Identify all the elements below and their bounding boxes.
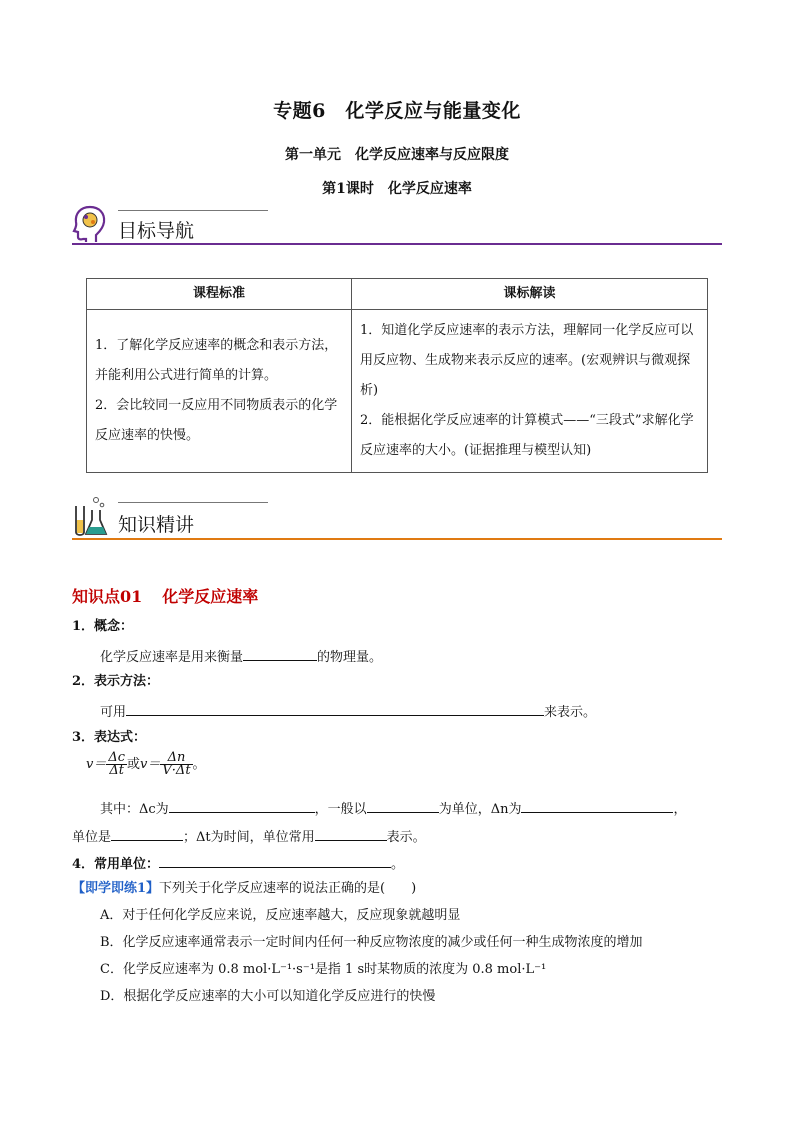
practice-question-text: 下列关于化学反应速率的说法正确的是( ) bbox=[159, 881, 417, 896]
concept-blank bbox=[243, 646, 317, 661]
unit-title: 第一单元 化学反应速率与反应限度 bbox=[285, 147, 509, 163]
concept-text: 化学反应速率是用来衡量 bbox=[100, 650, 244, 665]
common-unit-label: 4．常用单位： bbox=[72, 857, 160, 872]
table-cell-standards bbox=[87, 310, 352, 473]
section-underline-knowledge bbox=[72, 538, 722, 540]
method-text: 可用 bbox=[100, 705, 127, 720]
section-underline-goals bbox=[72, 243, 722, 245]
formula-end: 。 bbox=[192, 757, 206, 772]
concept-label: 1．概念： bbox=[72, 619, 134, 634]
page-title: 专题6 化学反应与能量变化 bbox=[273, 100, 521, 122]
rate-formula bbox=[86, 752, 206, 777]
concept-line bbox=[100, 646, 382, 668]
formula-numerator-2: Δn bbox=[160, 752, 192, 765]
common-unit-end: 。 bbox=[391, 857, 405, 872]
common-unit-blank bbox=[159, 853, 391, 868]
expression-label: 3．表达式： bbox=[72, 730, 147, 745]
where-blank-3 bbox=[521, 798, 673, 813]
practice-option: A．对于任何化学反应来说，反应速率越大，反应现象就越明显 bbox=[100, 908, 461, 923]
table-cell-interpretation bbox=[352, 310, 708, 473]
where-text-a: 其中：Δc为 bbox=[100, 802, 169, 817]
standards-table bbox=[86, 278, 708, 473]
practice-option: D．根据化学反应速率的大小可以知道化学反应进行的快慢 bbox=[100, 989, 436, 1004]
where-line bbox=[100, 798, 686, 820]
method-line bbox=[100, 701, 596, 723]
practice-tag: 【即学即练1】 bbox=[72, 881, 160, 896]
unit-text-a: 单位是 bbox=[72, 830, 112, 845]
knowledge-point-title: 化学反应速率 bbox=[162, 587, 259, 606]
method-text-end: 来表示。 bbox=[544, 705, 597, 720]
concept-text-end: 的物理量。 bbox=[317, 650, 383, 665]
practice-option: B．化学反应速率通常表示一定时间内任何一种反应物浓度的减少或任何一种生成物浓度的增加 bbox=[100, 935, 643, 950]
common-unit-line bbox=[72, 853, 404, 875]
where-text-b: ，一般以 bbox=[314, 802, 367, 817]
practice-question bbox=[72, 879, 416, 899]
where-blank-1 bbox=[169, 798, 315, 813]
interpretation-item: 2．能根据化学反应速率的计算模式——“三段式”求解化学反应速率的大小。(证据推理与模型认知) bbox=[360, 413, 694, 458]
unit-blank-2 bbox=[315, 826, 387, 841]
unit-text-b: ；Δt为时间，单位常用 bbox=[183, 830, 315, 845]
method-label: 2．表示方法： bbox=[72, 674, 160, 689]
head-brain-icon bbox=[72, 204, 108, 242]
lesson-title: 第1课时 化学反应速率 bbox=[322, 181, 472, 197]
method-blank bbox=[126, 701, 544, 716]
formula-numerator-1: Δc bbox=[108, 750, 126, 765]
section-header-knowledge bbox=[72, 496, 722, 544]
header-deco-line bbox=[118, 502, 268, 503]
section-label-knowledge: 知识精讲 bbox=[118, 514, 195, 536]
standard-item: 1．了解化学反应速率的概念和表示方法，并能利用公式进行简单的计算。 bbox=[95, 338, 338, 383]
table-header-standard: 课程标准 bbox=[87, 279, 352, 310]
header-deco-line bbox=[118, 210, 268, 211]
formula-fraction-2 bbox=[160, 752, 192, 777]
formula-v1: v＝ bbox=[86, 757, 107, 772]
where-blank-2 bbox=[367, 798, 439, 813]
unit-line bbox=[72, 826, 426, 848]
section-label-goals: 目标导航 bbox=[118, 220, 195, 242]
unit-text-c: 表示。 bbox=[386, 830, 426, 845]
interpretation-item: 1．知道化学反应速率的表示方法，理解同一化学反应可以用反应物、生成物来表示反应的速率。(宏观辨识与微观探析) bbox=[360, 323, 694, 398]
section-header-goals bbox=[72, 200, 722, 248]
formula-or: 或 bbox=[127, 757, 141, 772]
table-header-interpretation: 课标解读 bbox=[352, 279, 708, 310]
formula-denominator-2: V·Δt bbox=[162, 763, 191, 778]
where-text-c: 为单位，Δn为 bbox=[438, 802, 522, 817]
unit-blank-1 bbox=[111, 826, 183, 841]
knowledge-point-label: 知识点01 bbox=[72, 587, 143, 606]
formula-denominator-1: Δt bbox=[109, 763, 124, 778]
formula-v2: v＝ bbox=[140, 757, 161, 772]
formula-fraction-1 bbox=[106, 752, 127, 777]
flask-icon bbox=[72, 496, 112, 538]
standard-item: 2．会比较同一反应用不同物质表示的化学反应速率的快慢。 bbox=[95, 398, 338, 443]
knowledge-point-heading bbox=[72, 584, 258, 607]
where-text-d: ， bbox=[673, 802, 687, 817]
standards-table-wrap bbox=[86, 278, 708, 473]
practice-option: C．化学反应速率为 0.8 mol·L⁻¹·s⁻¹是指 1 s时某物质的浓度为 0.8 mol·L⁻¹ bbox=[100, 962, 547, 977]
